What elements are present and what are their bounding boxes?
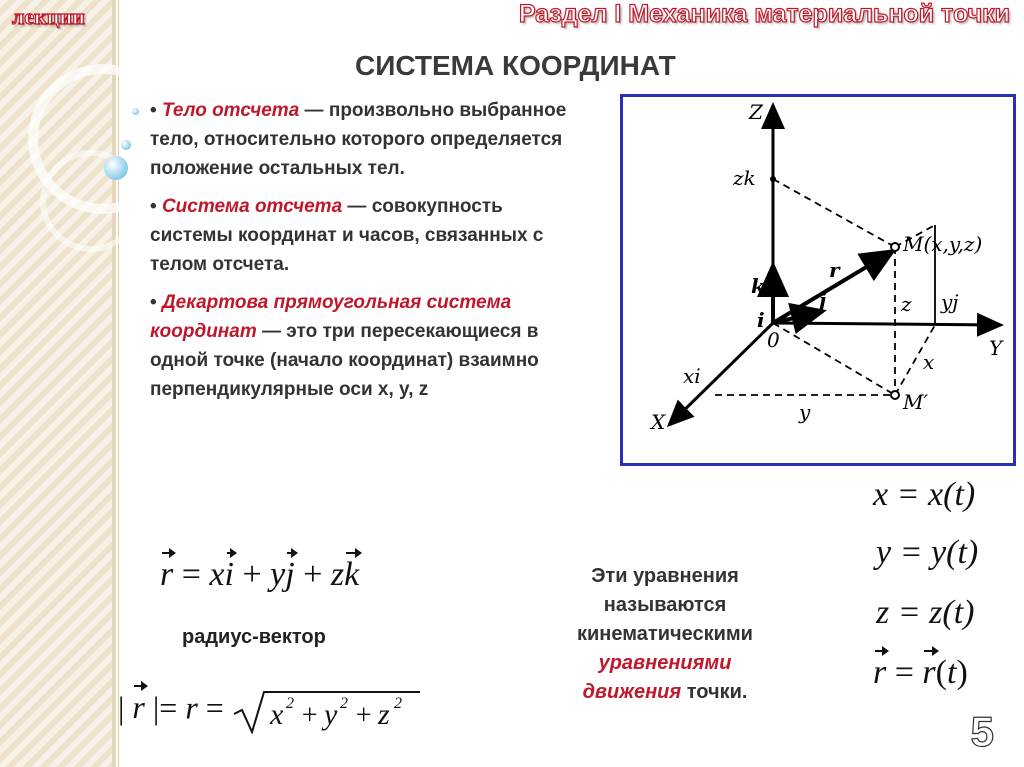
svg-text:+: + [299, 700, 319, 731]
radius-vector-equation: r = xi + yj + zk [160, 556, 360, 593]
label-z: z [901, 292, 912, 316]
term-reference-frame: Система отсчета [161, 196, 343, 217]
note-term: уравнениями [598, 652, 732, 674]
label-axis-z: Z [749, 100, 763, 124]
label-j: j [819, 288, 827, 312]
kinematic-equations-note [530, 562, 800, 707]
label-zk: zk [733, 166, 756, 190]
note-line: Эти уравнения [591, 565, 739, 587]
point-m [891, 243, 899, 251]
bullet-mark: • [150, 292, 157, 313]
note-line: точки. [681, 681, 748, 703]
label-origin: 0 [767, 328, 780, 352]
note-line: называются [603, 594, 727, 616]
point-m-prime [891, 391, 899, 399]
svg-text:2: 2 [285, 695, 294, 712]
label-r: r [829, 258, 840, 282]
label-point-m-prime: M′ [903, 390, 929, 414]
note-term: движения [582, 681, 682, 703]
note-line-last [530, 678, 800, 707]
svg-text:2: 2 [393, 695, 402, 712]
y-axis [773, 323, 1001, 325]
lectures-label: лекции [12, 4, 85, 29]
radius-modulus-equation: | r |= r = x 2 + y 2 + z 2 [118, 688, 422, 734]
label-xi: xi [683, 364, 701, 388]
equation-y: y = y(t) [876, 534, 979, 571]
label-axis-x: X [651, 410, 666, 434]
svg-text:2: 2 [339, 695, 348, 712]
svg-text:y: y [323, 698, 338, 731]
label-k: k [751, 274, 765, 298]
coordinate-diagram [620, 94, 1016, 466]
definition-text: — это три пересекающиеся в одной точке (начало координат) взаимно перпендикулярные оси x, y, z [150, 321, 539, 400]
decorative-bubble-tiny [132, 108, 139, 115]
definitions-text [150, 96, 590, 413]
svg-text:x: x [269, 698, 284, 731]
slide-title: СИСТЕМА КООРДИНАТ [355, 50, 676, 81]
definition-reference-frame [150, 192, 590, 279]
bullet-mark: • [150, 196, 157, 217]
svg-text:z: z [377, 698, 390, 731]
bullet-mark: • [150, 100, 157, 121]
square-root-sign [232, 688, 422, 734]
section-title: Раздел I Механика материальной точки [518, 0, 1010, 28]
point-zk [770, 176, 776, 182]
decorative-bubble [104, 156, 128, 180]
projection-lines [715, 179, 935, 395]
term-cartesian-system: Декартова прямоугольная система координат [150, 292, 512, 342]
radius-vector-label: радиус-вектор [182, 626, 326, 648]
definition-text: — совокупность системы координат и часов, связанных с телом отсчета. [150, 196, 544, 275]
page-number: 5 [970, 708, 994, 755]
term-reference-body: Тело отсчета [161, 100, 300, 121]
svg-text:+: + [353, 700, 373, 731]
label-axis-y: Y [989, 336, 1003, 360]
definition-reference-body [150, 96, 590, 183]
equation-z: z = z(t) [876, 594, 975, 631]
equation-r: r = r(t) [873, 654, 968, 691]
equation-x: x = x(t) [873, 476, 976, 513]
label-point-m: M(x,y,z) [903, 232, 983, 256]
definition-text: — произвольно выбранное тело, относительно которого определяется положение остальных тел. [150, 100, 567, 179]
label-i: i [757, 308, 765, 332]
label-yj: yj [941, 290, 959, 314]
label-x: x [923, 350, 935, 374]
note-line: кинематическими [577, 623, 753, 645]
decorative-bubble-small [121, 140, 131, 150]
coordinate-diagram-svg [623, 97, 1013, 463]
label-y: y [799, 400, 811, 424]
definition-cartesian-system [150, 288, 590, 404]
